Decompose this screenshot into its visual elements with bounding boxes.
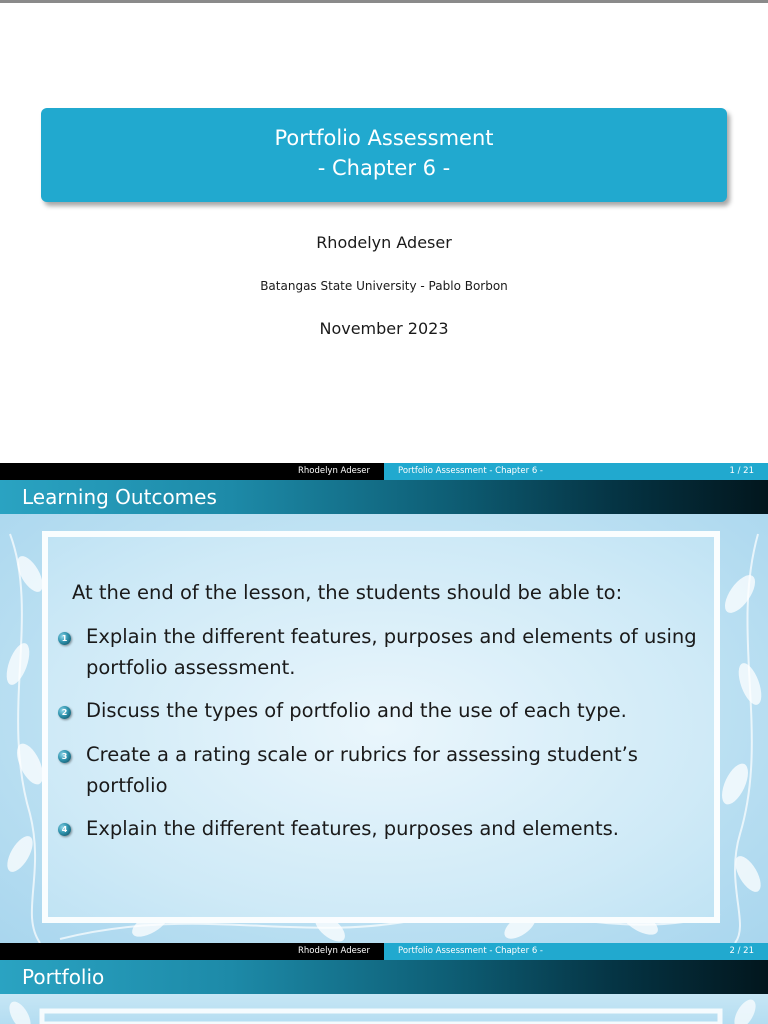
- title-box: [41, 108, 727, 202]
- list-item: Explain the different features, purposes and elements of using portfolio assessment.: [86, 625, 697, 679]
- footline-title: [384, 943, 768, 960]
- footline-page-number: 2 / 21: [729, 946, 754, 956]
- presentation-subtitle: - Chapter 6 -: [317, 156, 451, 180]
- institute-name: Batangas State University - Pablo Borbon: [260, 279, 508, 293]
- intro-text: At the end of the lesson, the students should be able to:: [72, 581, 623, 604]
- footline-slide-2: [0, 943, 768, 960]
- footline-author: Rhodelyn Adeser: [0, 943, 384, 960]
- footline-page-number: 1 / 21: [729, 466, 754, 476]
- enumerate-bullet-2: 2: [58, 706, 71, 719]
- footline-author: Rhodelyn Adeser: [0, 463, 384, 480]
- learning-outcomes-content: [0, 514, 768, 943]
- frame-title-portfolio: Portfolio: [0, 960, 768, 994]
- list-item: Discuss the types of portfolio and the use of each type.: [86, 699, 627, 722]
- footline-title-text: Portfolio Assessment - Chapter 6 -: [398, 466, 543, 476]
- leaf-vine-decoration: [0, 994, 768, 1024]
- enumerate-bullet-3: 3: [58, 750, 71, 763]
- list-item: Create a a rating scale or rubrics for assessing student’s portfolio: [86, 743, 638, 797]
- presentation-title: Portfolio Assessment: [274, 126, 494, 150]
- footline-title: [384, 463, 768, 480]
- footline-slide-1: [0, 463, 768, 480]
- slide-3-background: [0, 994, 768, 1024]
- list-item: Explain the different features, purposes and elements.: [86, 817, 619, 840]
- page-top-rule: [0, 0, 768, 3]
- author-name: Rhodelyn Adeser: [316, 233, 452, 252]
- slide-2-background: [0, 514, 768, 943]
- presentation-date: November 2023: [319, 319, 449, 338]
- enumerate-bullet-1: 1: [58, 632, 71, 645]
- frame-title-learning-outcomes: Learning Outcomes: [0, 480, 768, 514]
- footline-title-text: Portfolio Assessment - Chapter 6 -: [398, 946, 543, 956]
- enumerate-bullet-4: 4: [58, 823, 71, 836]
